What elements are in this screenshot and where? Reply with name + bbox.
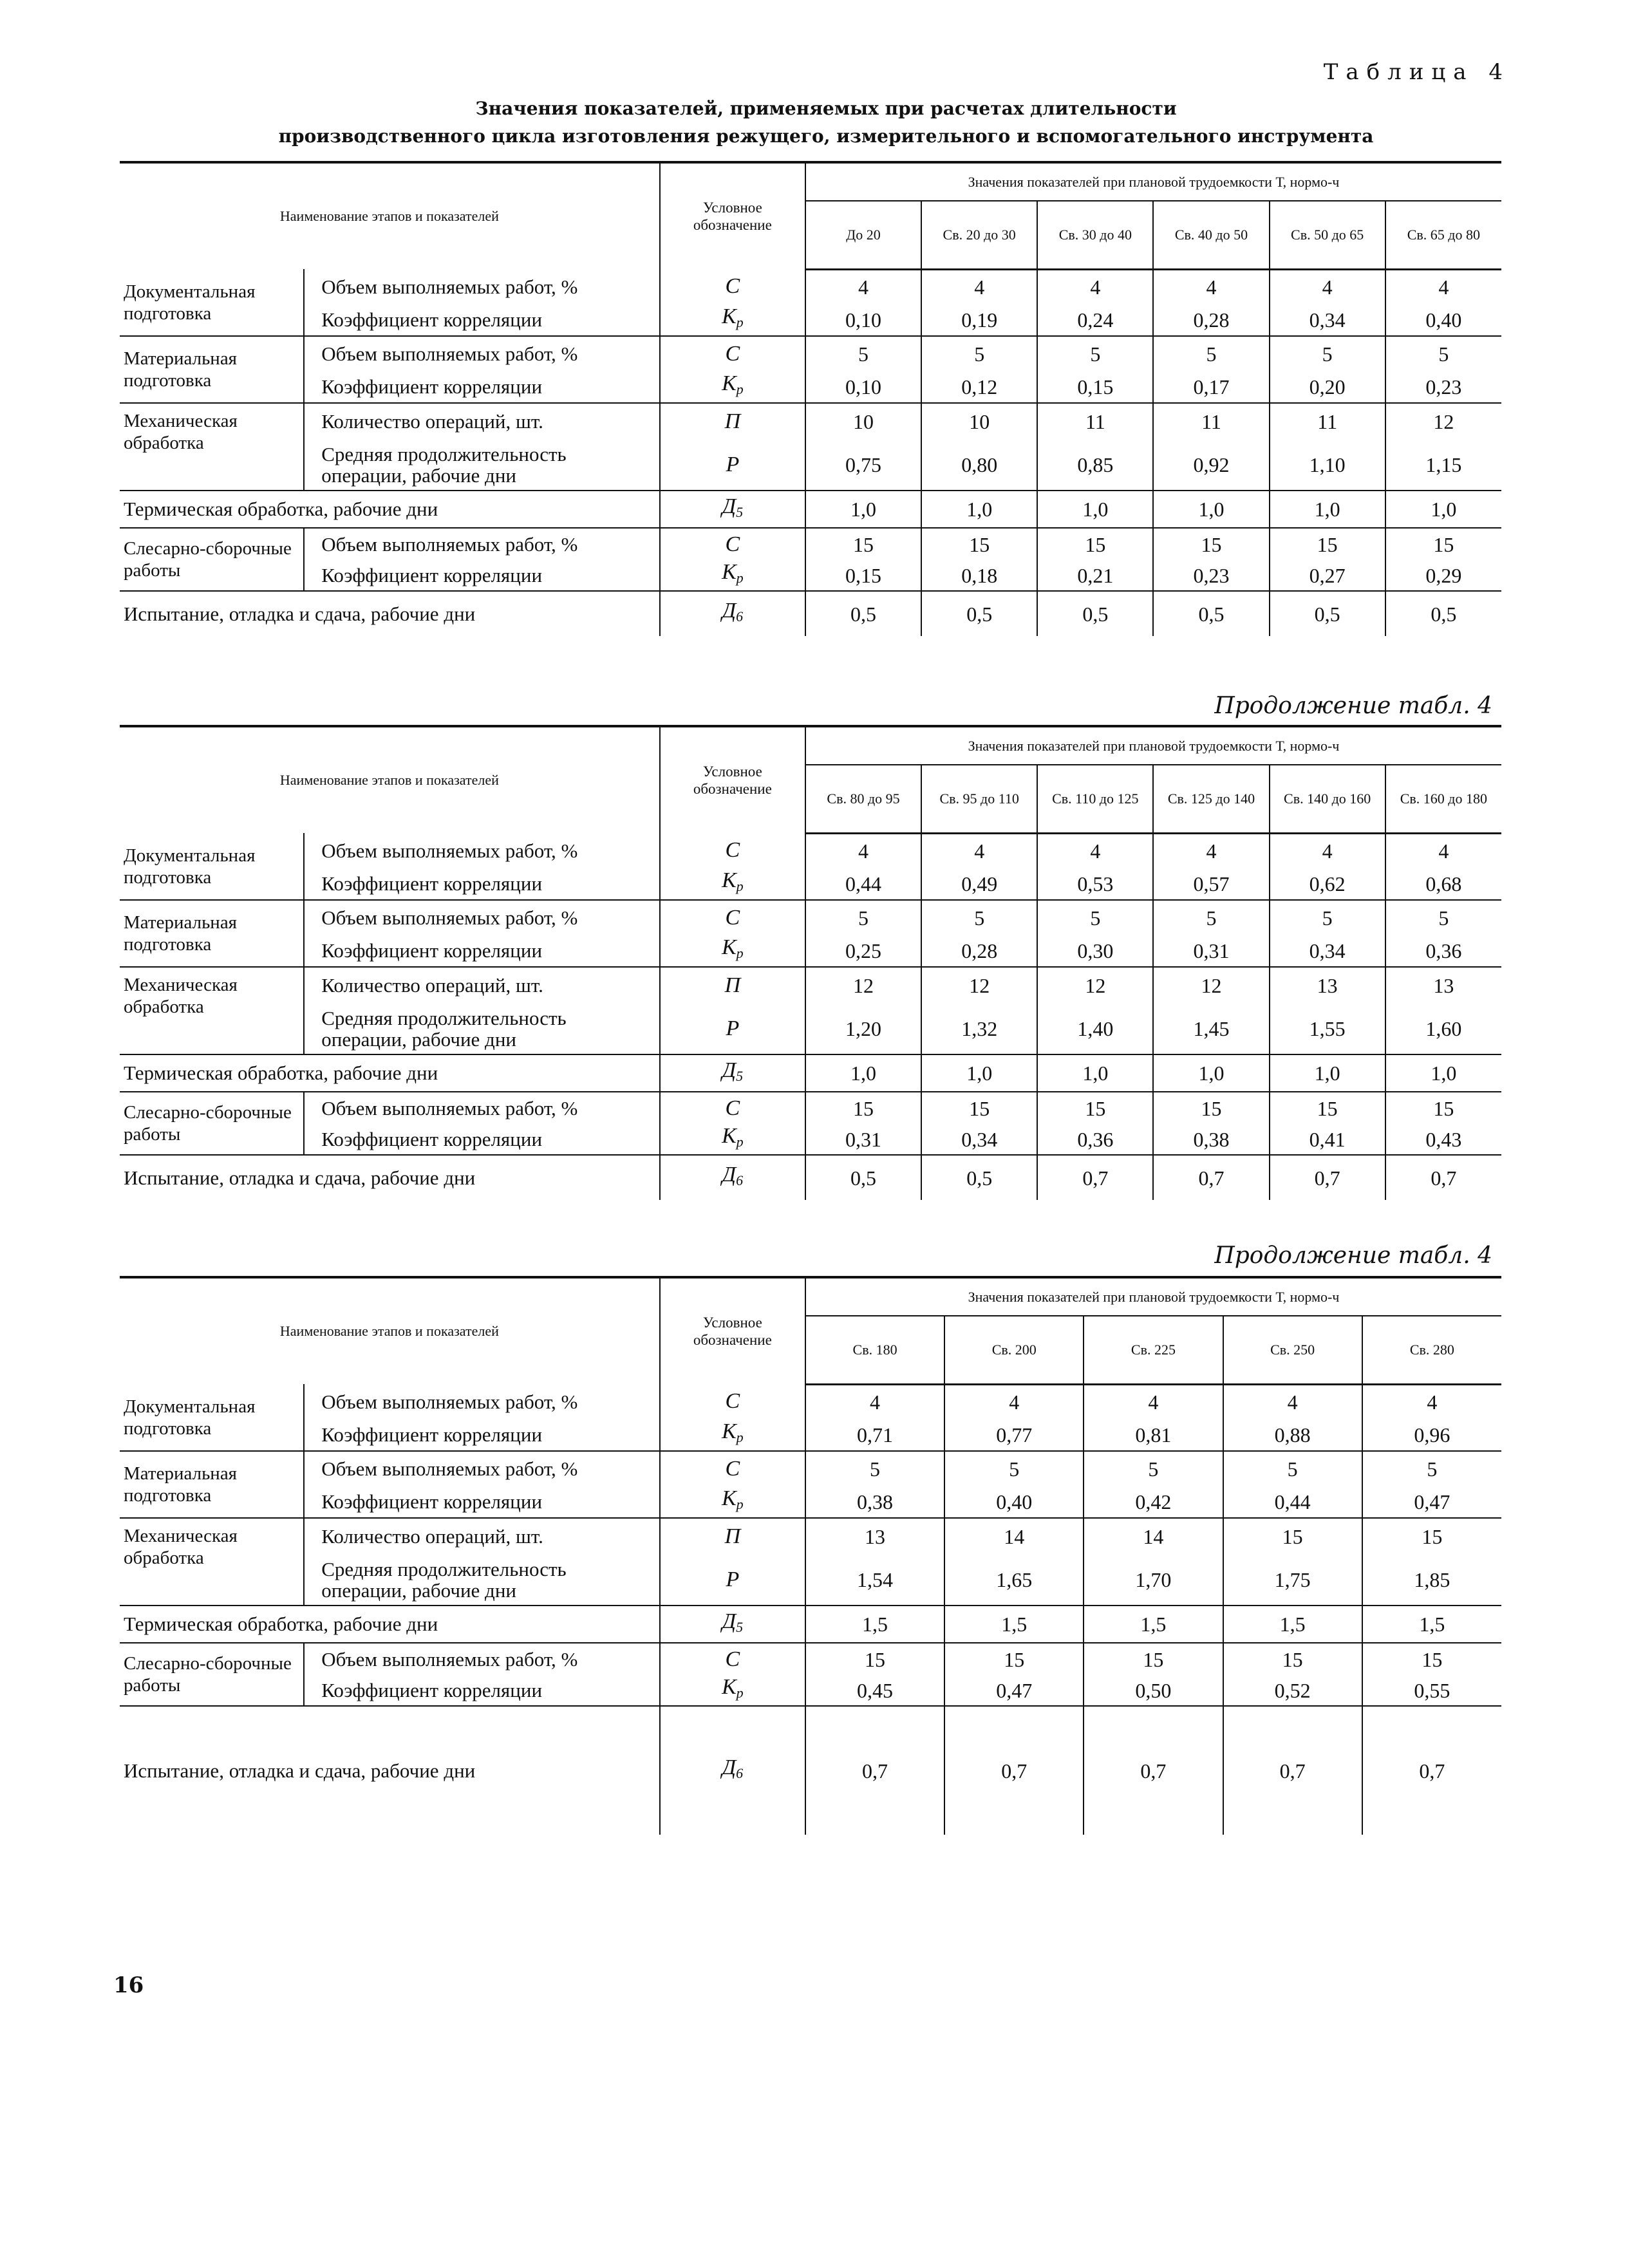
value-cell: 0,62 bbox=[1270, 868, 1385, 900]
value-cell: 1,5 bbox=[1362, 1606, 1501, 1643]
value-cell: 0,15 bbox=[805, 560, 921, 591]
table-title-line2: производственного цикла изготовления режущего, измерительного и вспомогательного инструмента bbox=[278, 126, 1374, 147]
value-cell: 0,7 bbox=[1153, 1155, 1269, 1200]
value-cell: 4 bbox=[921, 833, 1037, 868]
value-cell: 0,31 bbox=[1153, 935, 1269, 967]
value-cell: 15 bbox=[1223, 1643, 1362, 1675]
value-cell: 0,5 bbox=[1153, 591, 1269, 636]
value-cell: 1,20 bbox=[805, 1003, 921, 1054]
symbol-d: Д bbox=[722, 1609, 737, 1633]
value-cell: 1,0 bbox=[1385, 491, 1501, 528]
stage-mech: Механическая обработка bbox=[120, 967, 304, 1054]
value-cell: 1,0 bbox=[1270, 1054, 1385, 1092]
value-cell: 0,96 bbox=[1362, 1419, 1501, 1451]
value-cell: 0,5 bbox=[1270, 591, 1385, 636]
value-cell: 15 bbox=[1422, 1524, 1443, 1548]
value-cell: 1,0 bbox=[921, 1054, 1037, 1092]
symbol-d-sub: 6 bbox=[736, 1765, 744, 1781]
value-cell: 13 bbox=[1270, 967, 1385, 1003]
value-cell: 1,15 bbox=[1385, 439, 1501, 491]
value-cell: 0,52 bbox=[1223, 1675, 1362, 1706]
value-cell: 4 bbox=[1223, 1384, 1362, 1419]
stage-mat: Материальная подготовка bbox=[120, 336, 304, 403]
column-header: Св. 160 до 180 bbox=[1385, 765, 1501, 833]
column-header: Св. 125 до 140 bbox=[1153, 765, 1269, 833]
value-cell: 5 bbox=[805, 336, 921, 371]
indicator-corr: Коэффициент корреляции bbox=[304, 1486, 660, 1518]
value-cell: 15 bbox=[921, 528, 1037, 560]
value-cell: 0,38 bbox=[805, 1486, 944, 1518]
header-values: Значения показателей при плановой трудоемкости Т, нормо-ч bbox=[805, 726, 1501, 765]
table-label: Таблица 4 bbox=[1323, 59, 1510, 85]
value-cell: 0,31 bbox=[805, 1124, 921, 1155]
stage-doc: Документальная подготовка bbox=[120, 833, 304, 900]
indicator-volume: Объем выполняемых работ, % bbox=[304, 1384, 660, 1419]
symbol-k-sub: р bbox=[736, 314, 744, 330]
value-cell: 12 bbox=[1037, 967, 1153, 1003]
value-cell: 1,0 bbox=[1037, 1054, 1153, 1092]
indicator-corr: Коэффициент корреляции bbox=[304, 935, 660, 967]
value-cell: 0,71 bbox=[805, 1419, 944, 1451]
value-cell: 0,28 bbox=[1153, 304, 1269, 336]
value-cell: 12 bbox=[805, 967, 921, 1003]
value-cell: 0,7 bbox=[1084, 1706, 1223, 1835]
continuation-label-1: Продолжение табл. 4 bbox=[1214, 693, 1492, 719]
value-cell: 0,7 bbox=[1037, 1155, 1153, 1200]
column-header: Св. 250 bbox=[1223, 1316, 1362, 1384]
value-cell: 0,50 bbox=[1084, 1675, 1223, 1706]
value-cell: 0,23 bbox=[1153, 560, 1269, 591]
column-header: Св. 20 до 30 bbox=[921, 201, 1037, 269]
value-cell: 5 bbox=[1037, 900, 1153, 935]
value-cell: 0,7 bbox=[1270, 1155, 1385, 1200]
value-cell: 15 bbox=[1223, 1518, 1362, 1554]
indicator-duration: Средняя продолжительность операции, рабочие дни bbox=[304, 1003, 660, 1054]
value-cell: 14 bbox=[1084, 1518, 1223, 1554]
symbol-c: С bbox=[660, 1092, 805, 1124]
value-cell: 1,0 bbox=[1270, 491, 1385, 528]
value-cell: 0,42 bbox=[1084, 1486, 1223, 1518]
value-cell: 0,55 bbox=[1362, 1675, 1501, 1706]
value-cell: 4 bbox=[1037, 269, 1153, 304]
symbol-k-sub: р bbox=[736, 878, 744, 894]
value-cell: 1,40 bbox=[1037, 1003, 1153, 1054]
column-header: До 20 bbox=[805, 201, 921, 269]
symbol-k-sub: р bbox=[736, 1496, 744, 1512]
value-cell: 0,40 bbox=[1385, 304, 1501, 336]
value-cell: 0,41 bbox=[1270, 1124, 1385, 1155]
value-cell: 0,29 bbox=[1385, 560, 1501, 591]
value-cell: 4 bbox=[1153, 833, 1269, 868]
value-cell: 0,10 bbox=[805, 371, 921, 403]
symbol-k-sub: р bbox=[736, 381, 744, 397]
value-cell: 0,57 bbox=[1153, 868, 1269, 900]
indicator-corr: Коэффициент корреляции bbox=[304, 560, 660, 591]
value-cell: 0,34 bbox=[1270, 304, 1385, 336]
value-cell: 5 bbox=[1438, 906, 1449, 930]
symbol-k-sub: р bbox=[736, 945, 744, 961]
header-symbol: Условное обозначение bbox=[660, 1277, 805, 1384]
value-cell: 5 bbox=[1153, 336, 1269, 371]
value-cell: 11 bbox=[1153, 403, 1269, 439]
value-cell: 1,55 bbox=[1270, 1003, 1385, 1054]
value-cell: 13 bbox=[1433, 973, 1454, 997]
value-cell: 0,7 bbox=[1223, 1706, 1362, 1835]
indicator-ops: Количество операций, шт. bbox=[304, 1518, 660, 1554]
stage-mech: Механическая обработка bbox=[120, 1518, 304, 1606]
column-header: Св. 95 до 110 bbox=[921, 765, 1037, 833]
value-cell: 1,65 bbox=[944, 1554, 1084, 1606]
column-header: Св. 225 bbox=[1084, 1316, 1223, 1384]
value-cell: 1,60 bbox=[1385, 1003, 1501, 1054]
value-cell: 0,47 bbox=[944, 1675, 1084, 1706]
symbol-c: С bbox=[660, 1643, 805, 1675]
value-cell: 0,21 bbox=[1037, 560, 1153, 591]
value-cell: 0,77 bbox=[944, 1419, 1084, 1451]
column-header: Св. 50 до 65 bbox=[1270, 201, 1385, 269]
value-cell: 4 bbox=[1153, 269, 1269, 304]
value-cell: 4 bbox=[805, 269, 921, 304]
value-cell: 15 bbox=[921, 1092, 1037, 1124]
value-cell: 5 bbox=[1270, 900, 1385, 935]
value-cell: 0,7 bbox=[1419, 1759, 1445, 1783]
value-cell: 1,0 bbox=[921, 491, 1037, 528]
value-cell: 0,44 bbox=[805, 868, 921, 900]
value-cell: 0,7 bbox=[805, 1706, 944, 1835]
symbol-p: П bbox=[660, 1518, 805, 1554]
value-cell: 5 bbox=[1084, 1451, 1223, 1486]
indicator-volume: Объем выполняемых работ, % bbox=[304, 336, 660, 371]
symbol-d: Д bbox=[722, 1756, 737, 1779]
stage-fit: Слесарно-сборочные работы bbox=[120, 1092, 304, 1155]
value-cell: 5 bbox=[944, 1451, 1084, 1486]
value-cell: 5 bbox=[1153, 900, 1269, 935]
value-cell: 15 bbox=[1153, 528, 1269, 560]
value-cell: 0,38 bbox=[1153, 1124, 1269, 1155]
symbol-r: Р bbox=[660, 1003, 805, 1054]
symbol-k: К bbox=[722, 1419, 737, 1443]
value-cell: 4 bbox=[805, 1384, 944, 1419]
value-cell: 4 bbox=[1270, 833, 1385, 868]
symbol-k-sub: р bbox=[736, 1134, 744, 1150]
stage-therm: Термическая обработка, рабочие дни bbox=[120, 1606, 660, 1643]
stage-doc: Документальная подготовка bbox=[120, 1384, 304, 1451]
value-cell: 5 bbox=[921, 900, 1037, 935]
header-values: Значения показателей при плановой трудоемкости Т, нормо-ч bbox=[805, 162, 1501, 201]
value-cell: 1,10 bbox=[1270, 439, 1385, 491]
value-cell: 4 bbox=[1438, 839, 1449, 863]
symbol-d-sub: 5 bbox=[736, 503, 744, 520]
column-header: Св. 30 до 40 bbox=[1037, 201, 1153, 269]
symbol-k: К bbox=[722, 1675, 737, 1699]
value-cell: 15 bbox=[1037, 528, 1153, 560]
table-part-2 bbox=[120, 725, 1501, 1200]
value-cell: 0,34 bbox=[921, 1124, 1037, 1155]
value-cell: 1,85 bbox=[1362, 1554, 1501, 1606]
column-header: Св. 80 до 95 bbox=[805, 765, 921, 833]
value-cell: 0,7 bbox=[944, 1706, 1084, 1835]
header-name: Наименование этапов и показателей bbox=[120, 726, 660, 833]
value-cell: 1,0 bbox=[1037, 491, 1153, 528]
value-cell: 12 bbox=[921, 967, 1037, 1003]
value-cell: 4 bbox=[1270, 269, 1385, 304]
symbol-d-sub: 6 bbox=[736, 608, 744, 624]
column-header: Св. 65 до 80 bbox=[1385, 201, 1501, 269]
value-cell: 0,12 bbox=[921, 371, 1037, 403]
indicator-duration: Средняя продолжительность операции, рабочие дни bbox=[304, 1554, 660, 1606]
value-cell: 1,5 bbox=[805, 1606, 944, 1643]
symbol-d: Д bbox=[722, 599, 737, 623]
header-values: Значения показателей при плановой трудоемкости Т, нормо-ч bbox=[805, 1277, 1501, 1316]
value-cell: 15 bbox=[1084, 1643, 1223, 1675]
symbol-c: С bbox=[660, 1451, 805, 1486]
value-cell: 5 bbox=[1427, 1457, 1438, 1481]
symbol-c: С bbox=[660, 336, 805, 371]
symbol-d-sub: 5 bbox=[736, 1618, 744, 1635]
symbol-k: К bbox=[722, 1124, 737, 1148]
symbol-d-sub: 5 bbox=[736, 1067, 744, 1084]
value-cell: 1,0 bbox=[805, 1054, 921, 1092]
value-cell: 0,36 bbox=[1037, 1124, 1153, 1155]
value-cell: 0,43 bbox=[1385, 1124, 1501, 1155]
value-cell: 0,15 bbox=[1037, 371, 1153, 403]
value-cell: 15 bbox=[1270, 1092, 1385, 1124]
value-cell: 5 bbox=[1223, 1451, 1362, 1486]
value-cell: 0,81 bbox=[1084, 1419, 1223, 1451]
value-cell: 0,24 bbox=[1037, 304, 1153, 336]
value-cell: 0,20 bbox=[1270, 371, 1385, 403]
symbol-c: С bbox=[660, 1384, 805, 1419]
value-cell: 0,47 bbox=[1362, 1486, 1501, 1518]
indicator-volume: Объем выполняемых работ, % bbox=[304, 1092, 660, 1124]
value-cell: 0,7 bbox=[1431, 1166, 1457, 1190]
indicator-corr: Коэффициент корреляции bbox=[304, 1124, 660, 1155]
value-cell: 1,5 bbox=[944, 1606, 1084, 1643]
value-cell: 0,49 bbox=[921, 868, 1037, 900]
indicator-volume: Объем выполняемых работ, % bbox=[304, 269, 660, 304]
value-cell: 0,5 bbox=[805, 591, 921, 636]
indicator-corr: Коэффициент корреляции bbox=[304, 1675, 660, 1706]
value-cell: 1,0 bbox=[1153, 1054, 1269, 1092]
value-cell: 4 bbox=[1037, 833, 1153, 868]
symbol-d-sub: 6 bbox=[736, 1172, 744, 1188]
value-cell: 0,28 bbox=[921, 935, 1037, 967]
value-cell: 15 bbox=[1270, 528, 1385, 560]
symbol-d: Д bbox=[722, 494, 737, 518]
value-cell: 0,30 bbox=[1037, 935, 1153, 967]
value-cell: 10 bbox=[921, 403, 1037, 439]
stage-test: Испытание, отладка и сдача, рабочие дни bbox=[120, 1706, 660, 1835]
value-cell: 0,27 bbox=[1270, 560, 1385, 591]
value-cell: 12 bbox=[1433, 409, 1454, 433]
symbol-c: С bbox=[660, 269, 805, 304]
value-cell: 0,17 bbox=[1153, 371, 1269, 403]
column-header: Св. 110 до 125 bbox=[1037, 765, 1153, 833]
column-header: Св. 200 bbox=[944, 1316, 1084, 1384]
value-cell: 1,45 bbox=[1153, 1003, 1269, 1054]
symbol-c: С bbox=[660, 900, 805, 935]
stage-fit: Слесарно-сборочные работы bbox=[120, 1643, 304, 1706]
value-cell: 1,54 bbox=[805, 1554, 944, 1606]
value-cell: 4 bbox=[1427, 1390, 1438, 1414]
symbol-k: К bbox=[722, 1486, 737, 1510]
value-cell: 15 bbox=[1433, 532, 1454, 556]
symbol-k-sub: р bbox=[736, 1429, 744, 1445]
value-cell: 0,88 bbox=[1223, 1419, 1362, 1451]
symbol-k: К bbox=[722, 304, 737, 328]
value-cell: 4 bbox=[805, 833, 921, 868]
value-cell: 5 bbox=[1438, 342, 1449, 366]
value-cell: 0,25 bbox=[805, 935, 921, 967]
symbol-k: К bbox=[722, 935, 737, 959]
stage-mat: Материальная подготовка bbox=[120, 1451, 304, 1518]
table-title-line1: Значения показателей, применяемых при расчетах длительности bbox=[475, 98, 1177, 119]
value-cell: 5 bbox=[805, 1451, 944, 1486]
indicator-duration: Средняя продолжительность операции, рабочие дни bbox=[304, 439, 660, 491]
symbol-k: К bbox=[722, 371, 737, 395]
stage-therm: Термическая обработка, рабочие дни bbox=[120, 1054, 660, 1092]
value-cell: 4 bbox=[921, 269, 1037, 304]
value-cell: 5 bbox=[1037, 336, 1153, 371]
value-cell: 1,0 bbox=[805, 491, 921, 528]
indicator-volume: Объем выполняемых работ, % bbox=[304, 1643, 660, 1675]
value-cell: 0,18 bbox=[921, 560, 1037, 591]
value-cell: 5 bbox=[805, 900, 921, 935]
table-part-1 bbox=[120, 161, 1501, 636]
value-cell: 0,44 bbox=[1223, 1486, 1362, 1518]
value-cell: 4 bbox=[944, 1384, 1084, 1419]
value-cell: 0,34 bbox=[1270, 935, 1385, 967]
column-header: Св. 180 bbox=[805, 1316, 944, 1384]
column-header: Св. 140 до 160 bbox=[1270, 765, 1385, 833]
value-cell: 4 bbox=[1438, 275, 1449, 299]
symbol-k: К bbox=[722, 560, 737, 584]
value-cell: 15 bbox=[805, 1643, 944, 1675]
indicator-corr: Коэффициент корреляции bbox=[304, 371, 660, 403]
symbol-c: С bbox=[660, 528, 805, 560]
value-cell: 1,5 bbox=[1223, 1606, 1362, 1643]
symbol-k-sub: р bbox=[736, 1685, 744, 1701]
indicator-volume: Объем выполняемых работ, % bbox=[304, 833, 660, 868]
value-cell: 0,92 bbox=[1153, 439, 1269, 491]
value-cell: 4 bbox=[1084, 1384, 1223, 1419]
indicator-volume: Объем выполняемых работ, % bbox=[304, 900, 660, 935]
value-cell: 1,70 bbox=[1084, 1554, 1223, 1606]
indicator-ops: Количество операций, шт. bbox=[304, 967, 660, 1003]
header-name: Наименование этапов и показателей bbox=[120, 162, 660, 269]
value-cell: 15 bbox=[944, 1643, 1084, 1675]
value-cell: 11 bbox=[1270, 403, 1385, 439]
value-cell: 0,80 bbox=[921, 439, 1037, 491]
page-number: 16 bbox=[113, 1972, 144, 1998]
header-name: Наименование этапов и показателей bbox=[120, 1277, 660, 1384]
value-cell: 0,23 bbox=[1385, 371, 1501, 403]
value-cell: 13 bbox=[805, 1518, 944, 1554]
value-cell: 0,85 bbox=[1037, 439, 1153, 491]
value-cell: 0,5 bbox=[921, 591, 1037, 636]
stage-test: Испытание, отладка и сдача, рабочие дни bbox=[120, 1155, 660, 1200]
value-cell: 0,36 bbox=[1385, 935, 1501, 967]
symbol-d: Д bbox=[722, 1058, 737, 1082]
value-cell: 15 bbox=[805, 528, 921, 560]
value-cell: 15 bbox=[1433, 1096, 1454, 1120]
stage-mat: Материальная подготовка bbox=[120, 900, 304, 967]
value-cell: 15 bbox=[805, 1092, 921, 1124]
value-cell: 0,68 bbox=[1385, 868, 1501, 900]
stage-therm: Термическая обработка, рабочие дни bbox=[120, 491, 660, 528]
value-cell: 10 bbox=[805, 403, 921, 439]
symbol-r: Р bbox=[660, 439, 805, 491]
value-cell: 0,5 bbox=[805, 1155, 921, 1200]
symbol-p: П bbox=[660, 403, 805, 439]
stage-doc: Документальная подготовка bbox=[120, 269, 304, 336]
value-cell: 5 bbox=[921, 336, 1037, 371]
symbol-c: С bbox=[660, 833, 805, 868]
value-cell: 15 bbox=[1037, 1092, 1153, 1124]
value-cell: 14 bbox=[944, 1518, 1084, 1554]
column-header: Св. 280 bbox=[1362, 1316, 1501, 1384]
value-cell: 1,0 bbox=[1153, 491, 1269, 528]
value-cell: 0,40 bbox=[944, 1486, 1084, 1518]
indicator-volume: Объем выполняемых работ, % bbox=[304, 1451, 660, 1486]
table-part-3 bbox=[120, 1276, 1501, 1835]
symbol-d: Д bbox=[722, 1163, 737, 1186]
stage-fit: Слесарно-сборочные работы bbox=[120, 528, 304, 591]
value-cell: 12 bbox=[1153, 967, 1269, 1003]
header-symbol: Условное обозначение bbox=[660, 726, 805, 833]
symbol-p: П bbox=[660, 967, 805, 1003]
value-cell: 0,5 bbox=[1037, 591, 1153, 636]
value-cell: 0,45 bbox=[805, 1675, 944, 1706]
value-cell: 15 bbox=[1422, 1647, 1443, 1671]
column-header: Св. 40 до 50 bbox=[1153, 201, 1269, 269]
value-cell: 1,32 bbox=[921, 1003, 1037, 1054]
stage-mech: Механическая обработка bbox=[120, 403, 304, 491]
value-cell: 1,0 bbox=[1385, 1054, 1501, 1092]
stage-test: Испытание, отладка и сдача, рабочие дни bbox=[120, 591, 660, 636]
symbol-k: К bbox=[722, 868, 737, 892]
value-cell: 0,5 bbox=[921, 1155, 1037, 1200]
value-cell: 0,10 bbox=[805, 304, 921, 336]
value-cell: 0,5 bbox=[1431, 602, 1457, 626]
value-cell: 0,75 bbox=[805, 439, 921, 491]
indicator-ops: Количество операций, шт. bbox=[304, 403, 660, 439]
continuation-label-2: Продолжение табл. 4 bbox=[1214, 1242, 1492, 1269]
indicator-corr: Коэффициент корреляции bbox=[304, 1419, 660, 1451]
value-cell: 5 bbox=[1270, 336, 1385, 371]
value-cell: 0,19 bbox=[921, 304, 1037, 336]
value-cell: 1,5 bbox=[1084, 1606, 1223, 1643]
value-cell: 1,75 bbox=[1223, 1554, 1362, 1606]
value-cell: 15 bbox=[1153, 1092, 1269, 1124]
symbol-r: Р bbox=[660, 1554, 805, 1606]
indicator-corr: Коэффициент корреляции bbox=[304, 868, 660, 900]
indicator-volume: Объем выполняемых работ, % bbox=[304, 528, 660, 560]
symbol-k-sub: р bbox=[736, 570, 744, 586]
header-symbol: Условное обозначение bbox=[660, 162, 805, 269]
value-cell: 11 bbox=[1037, 403, 1153, 439]
value-cell: 0,53 bbox=[1037, 868, 1153, 900]
indicator-corr: Коэффициент корреляции bbox=[304, 304, 660, 336]
